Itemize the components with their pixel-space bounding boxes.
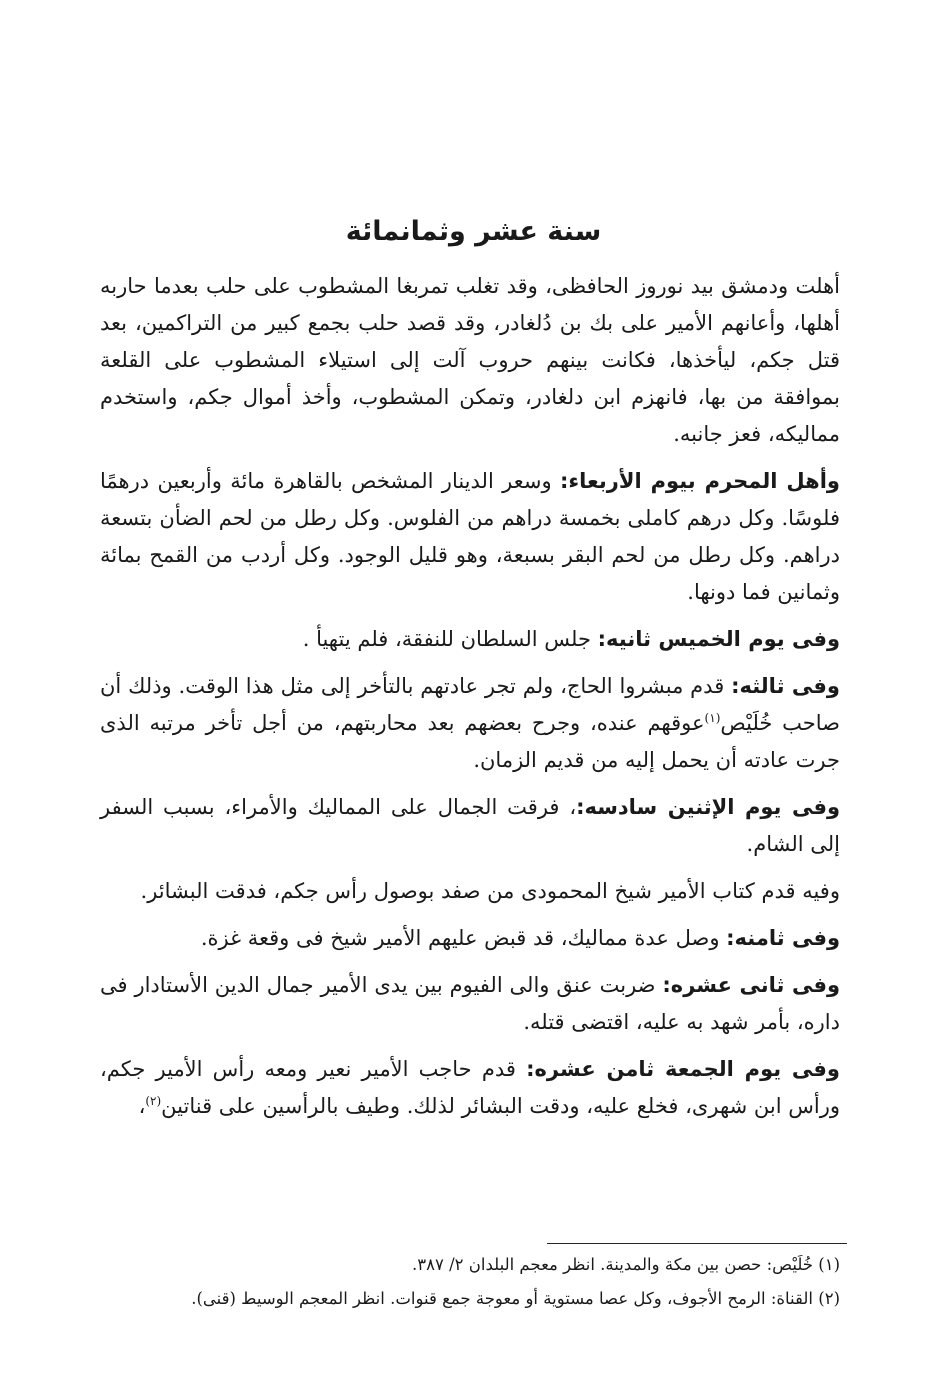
paragraph-text-continued: عوقهم عنده، وجرح بعضهم بعد محاربتهم، من أجل تأخر مرتبه الذى جرت عادته أن يحمل إليه من قديم الزمان. xyxy=(100,711,840,772)
paragraph-5 xyxy=(100,789,840,863)
paragraph-lead: وفى ثالثه: xyxy=(731,674,840,698)
main-text xyxy=(100,268,840,1135)
paragraph-lead: وأهل المحرم بيوم الأربعاء: xyxy=(559,469,840,493)
paragraph-9 xyxy=(100,1051,840,1125)
paragraph-text-continued: ، xyxy=(138,1094,146,1118)
paragraph-7 xyxy=(100,920,840,957)
paragraph-8 xyxy=(100,967,840,1041)
chapter-title: سنة عشر وثمانمائة xyxy=(345,216,602,247)
footnote-1: (١) خُلَيْص: حصن بين مكة والمدينة. انظر معجم البلدان ٢/ ٣٨٧. xyxy=(412,1255,840,1274)
paragraph-lead: وفى ثانى عشره: xyxy=(662,973,840,997)
paragraph-text: ، فرقت الجمال على المماليك والأمراء، بسبب السفر إلى الشام. xyxy=(100,795,840,856)
paragraph-lead: وفى يوم الجمعة ثامن عشره: xyxy=(526,1057,840,1081)
footnote-ref-1: (١) xyxy=(704,711,721,725)
paragraph-3 xyxy=(100,621,840,658)
paragraph-text: وصل عدة مماليك، قد قبض عليهم الأمير شيخ فى وقعة غزة. xyxy=(200,926,727,950)
paragraph-lead: وفى يوم الخميس ثانيه: xyxy=(597,627,840,651)
paragraph-text: قدم مبشروا الحاج، ولم تجر عادتهم بالتأخر إلى مثل هذا الوقت. وذلك أن صاحب خُلَيْص xyxy=(100,674,841,735)
paragraph-4 xyxy=(100,668,840,779)
footnote-ref-2: (٢) xyxy=(145,1094,162,1108)
paragraph-text: أهلت ودمشق بيد نوروز الحافظى، وقد تغلب تمربغا المشطوب على حلب بعدما حاربه أهلها، وأعانهم الأمير على بك بن دُلغادر، وقد قصد حلب بجمع كبير من التراكمين، بعد قتل جكم، ليأخذها، فكانت بينهم حروب آلت إلى استيلاء المشطوب على القلعة بموافقة من بها، فانهزم ابن دلغادر، وتمكن المشطوب، وأخذ أموال جكم، واستخدم مماليكه، فعز جانبه. xyxy=(100,274,840,446)
paragraph-text: ضربت عنق والى الفيوم بين يدى الأمير جمال الدين الأستادار فى داره، بأمر شهد به عليه، اقتضى قتله. xyxy=(100,973,840,1034)
footnote-2: (٢) القناة: الرمح الأجوف، وكل عصا مستوية أو معوجة جمع قنوات. انظر المعجم الوسيط (قنى). xyxy=(191,1289,840,1308)
paragraph-text: وسعر الدينار المشخص بالقاهرة مائة وأربعين درهمًا فلوسًا. وكل درهم كاملى بخمسة دراهم من الفلوس. وكل رطل من لحم الضأن بتسعة دراهم. وكل رطل من لحم البقر بسبعة، وهو قليل الوجود. وكل أردب من القمح بمائة وثمانين فما دونها. xyxy=(100,469,840,604)
footnotes xyxy=(100,1248,840,1316)
paragraph-lead: وفى ثامنه: xyxy=(726,926,840,950)
paragraph-text: جلس السلطان للنفقة، فلم يتهيأ . xyxy=(302,627,598,651)
footnote-divider xyxy=(547,1243,847,1244)
paragraph-6 xyxy=(100,873,840,910)
paragraph-text: وفيه قدم كتاب الأمير شيخ المحمودى من صفد بوصول رأس جكم، فدقت البشائر. xyxy=(140,879,840,903)
paragraph-lead: وفى يوم الإثنين سادسه: xyxy=(576,795,840,819)
paragraph-1 xyxy=(100,268,840,453)
paragraph-2 xyxy=(100,463,840,611)
paragraph-text: قدم حاجب الأمير نعير ومعه رأس الأمير جكم، ورأس ابن شهرى، فخلع عليه، ودقت البشائر لذلك. وطيف بالرأسين على قناتين xyxy=(100,1057,840,1118)
